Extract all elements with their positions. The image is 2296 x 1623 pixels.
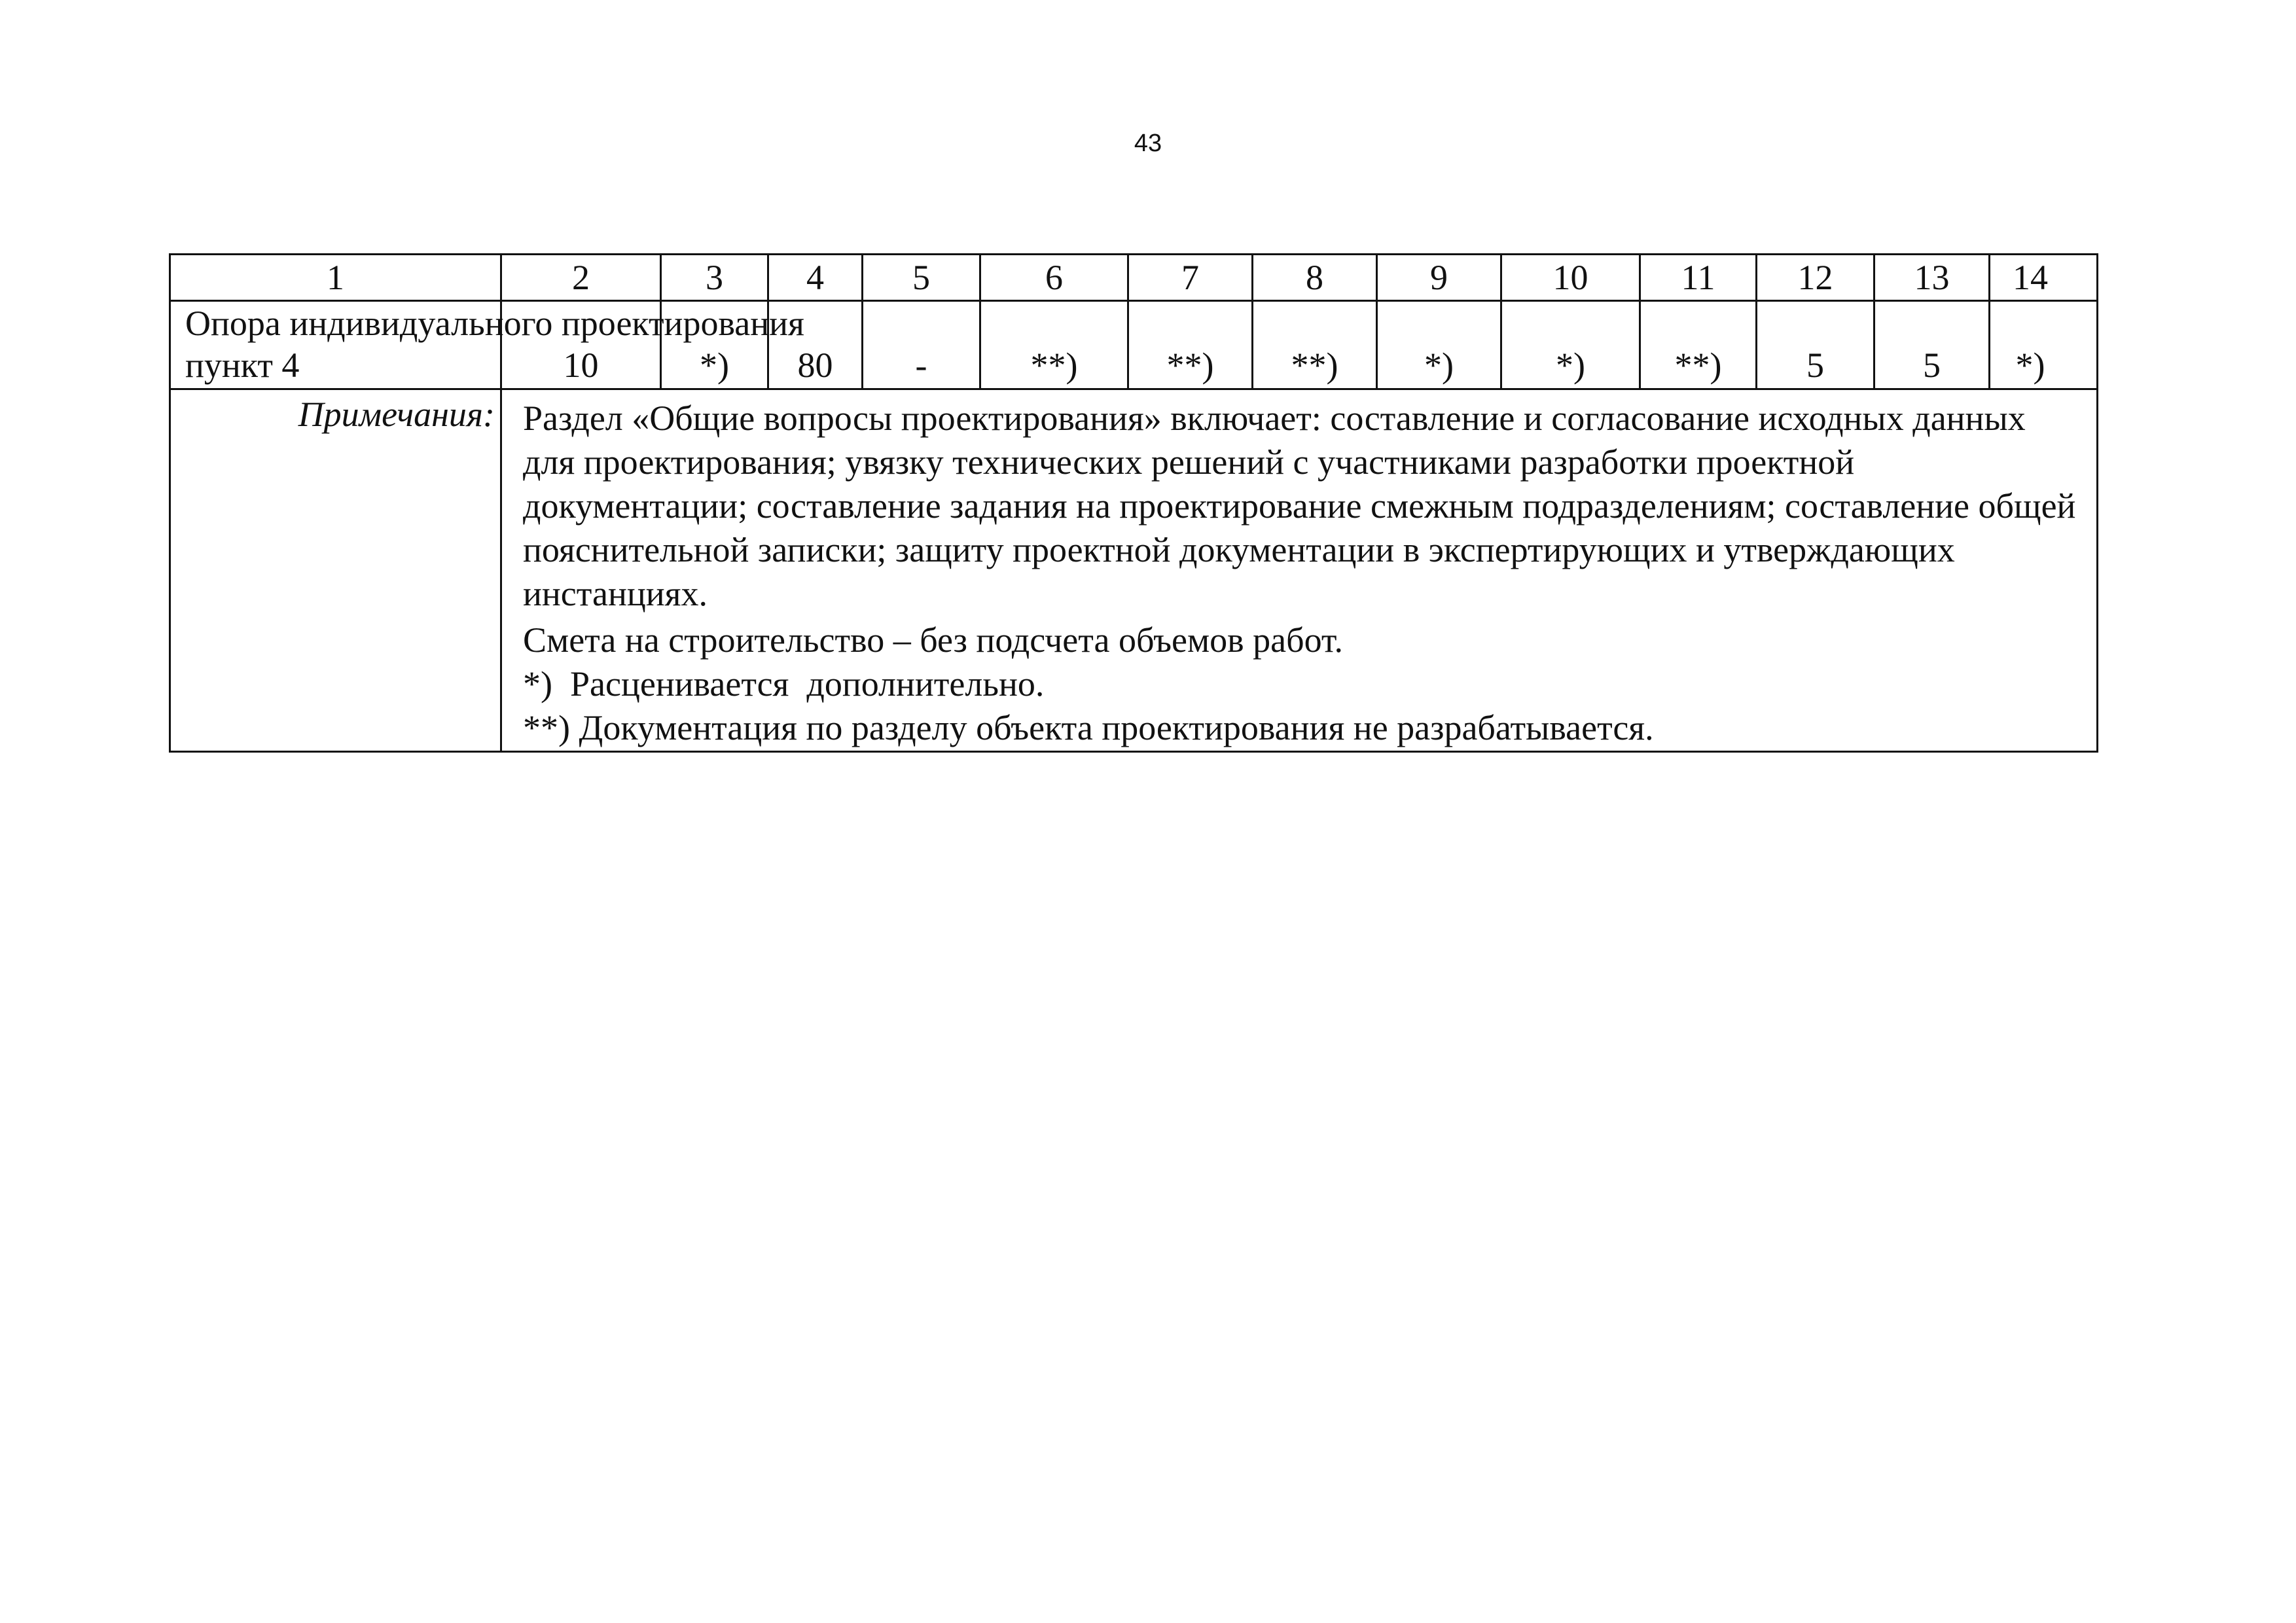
column-number: 9 <box>1378 255 1502 300</box>
column-number: 2 <box>502 255 662 300</box>
notes-label: Примечания: <box>171 390 502 751</box>
column-number: 13 <box>1875 255 1990 300</box>
column-number: 5 <box>863 255 981 300</box>
column-number: 10 <box>1502 255 1641 300</box>
column-number: 6 <box>981 255 1129 300</box>
table-cell: **) <box>981 302 1129 388</box>
column-number: 3 <box>662 255 769 300</box>
footnote-single-asterisk: *) Расценивается дополнительно. <box>523 664 1045 704</box>
notes-paragraph: Раздел «Общие вопросы проектирования» включает: составление и согласование исходных данных для проектирования; увязку технических решений с участниками разработки проектной документации; составление задания на проектирование смежным подразделениям; составление общей пояснительной записки; защиту проектной документации в экспертирующих и утверждающих инстанциях. <box>523 399 2076 613</box>
estimate-note: Смета на строительство – без подсчета объемов работ. <box>523 620 1343 660</box>
norms-table <box>169 253 2098 753</box>
table-cell: *) <box>1378 302 1502 388</box>
page-number: 43 <box>1134 130 1162 157</box>
table-cell: *) <box>662 302 769 388</box>
column-number-row <box>171 255 2096 300</box>
column-number: 1 <box>171 255 502 300</box>
table-cell: 5 <box>1875 302 1990 388</box>
table-cell: - <box>863 302 981 388</box>
notes-body <box>502 390 2096 751</box>
column-number: 12 <box>1757 255 1875 300</box>
table-cell: 80 <box>769 302 863 388</box>
column-number: 8 <box>1253 255 1378 300</box>
column-number: 4 <box>769 255 863 300</box>
table-cell: *) <box>1502 302 1641 388</box>
table-cell: **) <box>1129 302 1253 388</box>
footnote-double-asterisk: **) Документация по разделу объекта проектирования не разрабатывается. <box>523 708 1654 747</box>
column-number: 14 <box>2013 258 2048 297</box>
table-cell: *) <box>2015 346 2045 385</box>
notes-row <box>171 388 2096 751</box>
column-number: 7 <box>1129 255 1253 300</box>
table-cell: **) <box>1641 302 1757 388</box>
table-cell: 10 <box>502 302 662 388</box>
row-title: Опора индивидуального проектирования <box>185 304 804 343</box>
table-cell: **) <box>1253 302 1378 388</box>
column-number: 11 <box>1641 255 1757 300</box>
table-cell: 5 <box>1757 302 1875 388</box>
row-subtitle: пункт 4 <box>185 346 300 385</box>
table-row <box>171 300 2096 388</box>
